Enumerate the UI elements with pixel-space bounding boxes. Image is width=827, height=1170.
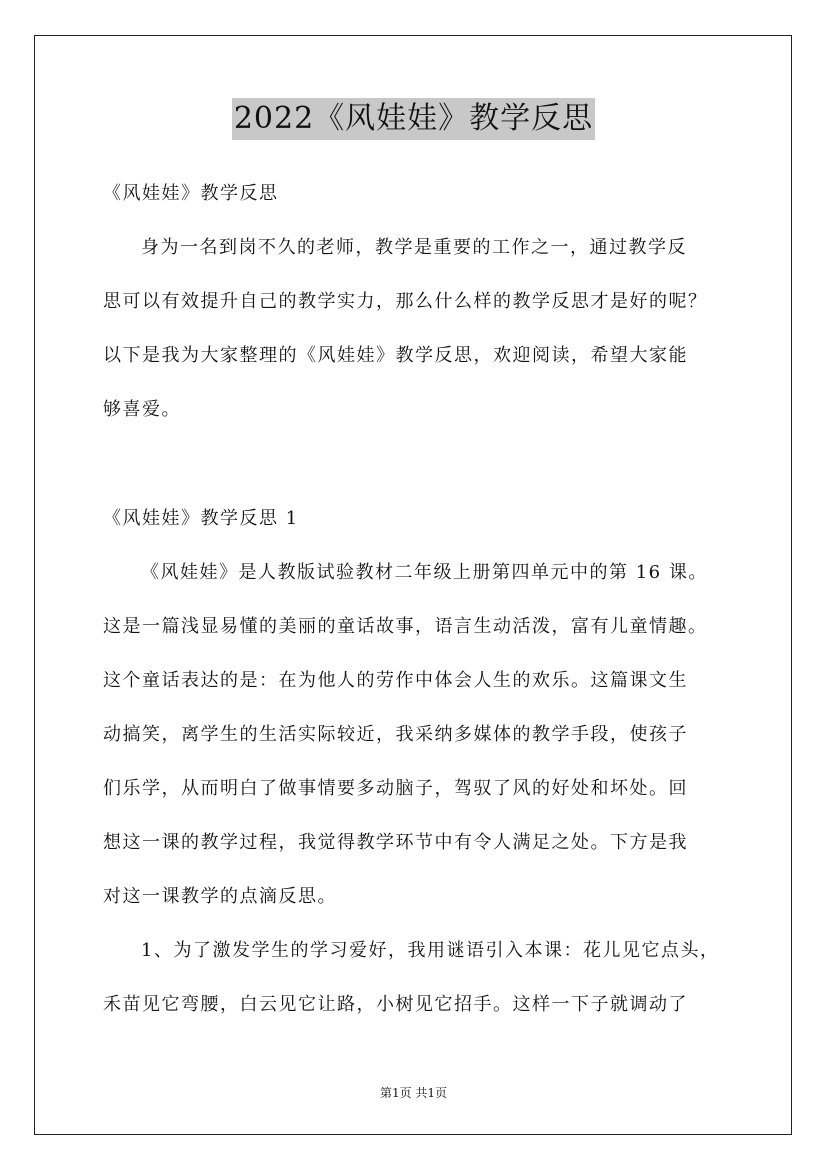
paragraph-line: 们乐学，从而明白了做事情要多动脑子，驾驭了风的好处和坏处。回 xyxy=(103,778,688,799)
paragraph-line: 这是一篇浅显易懂的美丽的童话故事，语言生动活泼，富有儿童情趣。 xyxy=(103,616,708,637)
paragraph-line: 思可以有效提升自己的教学实力，那么什么样的教学反思才是好的呢？ xyxy=(103,291,708,312)
section-heading: 《风娃娃》教学反思 1 xyxy=(103,508,299,529)
document-title: 2022《风娃娃》教学反思 xyxy=(232,98,595,140)
paragraph-line: 对这一课教学的点滴反思。 xyxy=(103,886,337,907)
paragraph-line: 身为一名到岗不久的老师，教学是重要的工作之一，通过教学反 xyxy=(141,237,687,258)
page-footer: 第1页 共1页 xyxy=(379,1086,448,1100)
paragraph-line: 够喜爱。 xyxy=(103,399,181,420)
paragraph-line: 以下是我为大家整理的《风娃娃》教学反思，欢迎阅读，希望大家能 xyxy=(103,345,688,366)
paragraph-line: 禾苗见它弯腰，白云见它让路，小树见它招手。这样一下子就调动了 xyxy=(103,994,688,1015)
paragraph-line: 动搞笑，离学生的生活实际较近，我采纳多媒体的教学手段，使孩子 xyxy=(103,724,688,745)
paragraph-line: 这个童话表达的是：在为他人的劳作中体会人生的欢乐。这篇课文生 xyxy=(103,670,688,691)
paragraph-line: 《风娃娃》是人教版试验教材二年级上册第四单元中的第 16 课。 xyxy=(141,562,708,583)
paragraph-line: 想这一课的教学过程，我觉得教学环节中有令人满足之处。下方是我 xyxy=(103,832,688,853)
title-container xyxy=(0,98,827,140)
paragraph-line: 1、为了激发学生的学习爱好，我用谜语引入本课：花儿见它点头， xyxy=(141,940,720,961)
section-heading: 《风娃娃》教学反思 xyxy=(103,183,279,204)
